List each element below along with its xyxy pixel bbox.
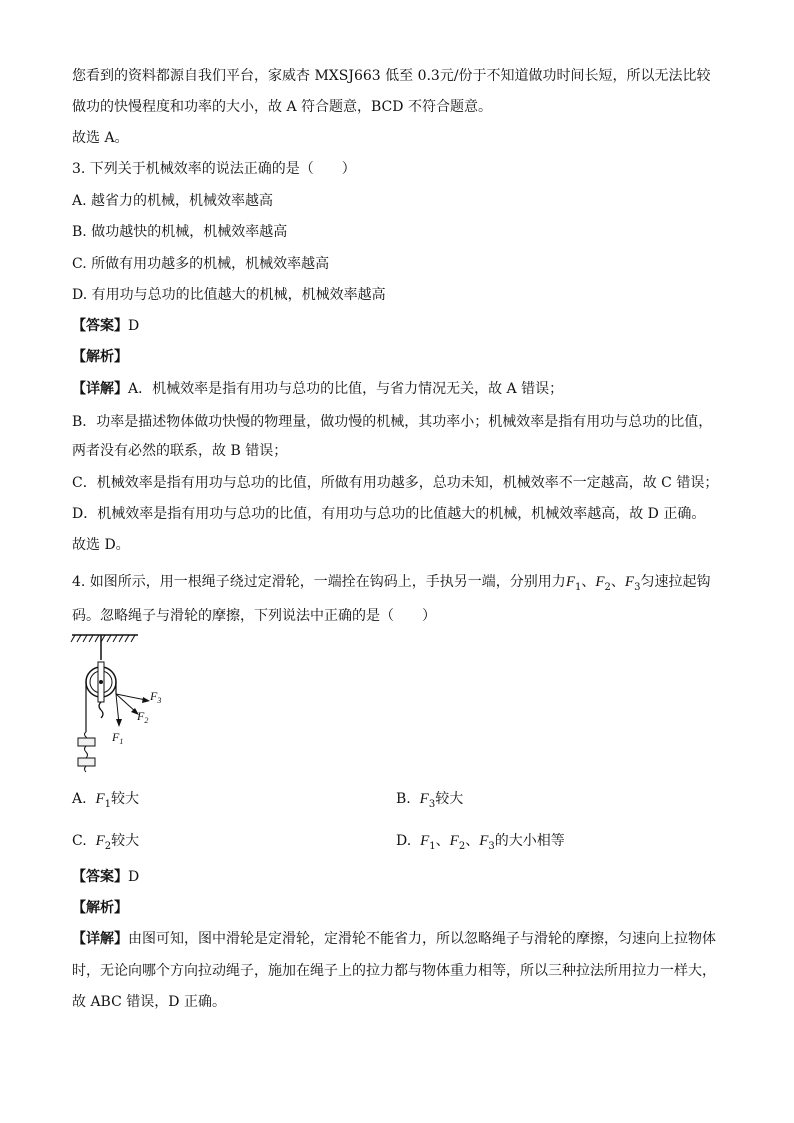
- pulley-diagram: [70, 632, 180, 777]
- detail-tag: 【详解】: [72, 931, 128, 947]
- question-4-option-a: A. $F_1$较大: [72, 791, 140, 810]
- detail-line: 两者没有必然的联系，故 B 错误；: [72, 443, 288, 459]
- label-f1: F: [112, 730, 120, 744]
- answer-line: [72, 316, 139, 336]
- detail-line: 故选 D。: [72, 537, 130, 553]
- question-4-option-b: B. $F_3$较大: [396, 791, 464, 810]
- text-line: 故选 A。: [72, 130, 129, 146]
- answer-line: [72, 867, 139, 887]
- detail-line: 故 ABC 错误，D 正确。: [72, 994, 226, 1010]
- svg-text:F1: $F_1$: [112, 730, 124, 746]
- detail-line: 【详解】A．机械效率是指有用功与总功的比值，与省力情况无关，故 A 错误；: [72, 381, 564, 397]
- detail-line: C．机械效率是指有用功与总功的比值，所做有用功越多，总功未知，机械效率不一定越高，故 C 错误；: [72, 475, 719, 491]
- analysis-tag: 【解析】: [72, 900, 128, 916]
- question-4-option-c: C. $F_2$较大: [72, 833, 140, 852]
- question-3-option-b: B. 做功越快的机械，机械效率越高: [72, 224, 288, 240]
- detail-line: 时，无论向哪个方向拉动绳子，施加在绳子上的拉力都与物体重力相等，所以三种拉法所用拉力一样大，: [72, 963, 716, 979]
- svg-text:F3: $F_3$: [150, 689, 162, 705]
- detail-line: B．功率是描述物体做功快慢的物理量，做功慢的机械，其功率小；机械效率是指有用功与总功的比值，: [72, 414, 713, 430]
- question-3-option-d: D. 有用功与总功的比值越大的机械，机械效率越高: [72, 287, 386, 303]
- detail-line: 【详解】由图可知，图中滑轮是定滑轮，定滑轮不能省力，所以忽略绳子与滑轮的摩擦，匀速向上拉物体: [72, 931, 716, 947]
- svg-text:F2: $F_2$: [137, 709, 149, 725]
- question-3-stem: 3. 下列关于机械效率的说法正确的是（ ）: [72, 161, 356, 177]
- detail-line: D．机械效率是指有用功与总功的比值，有用功与总功的比值越大的机械，机械效率越高，故 D 正确。: [72, 506, 706, 522]
- label-f2: F: [137, 709, 145, 723]
- question-4-option-d: D. $F_1$、$F_2$、$F_3$的大小相等: [396, 833, 565, 852]
- answer-tag: 【答案】: [72, 869, 128, 885]
- question-3-option-c: C. 所做有用功越多的机械，机械效率越高: [72, 256, 330, 272]
- label-f3: F: [150, 689, 158, 703]
- answer-value: D: [128, 869, 140, 885]
- text-line: 做功的快慢程度和功率的大小，故 A 符合题意，BCD 不符合题意。: [72, 99, 492, 115]
- detail-tag: 【详解】: [72, 381, 128, 397]
- answer-value: D: [128, 318, 140, 334]
- question-3-option-a: A. 越省力的机械，机械效率越高: [72, 193, 274, 209]
- question-4-stem-cont: 码。忽略绳子与滑轮的摩擦，下列说法中正确的是（ ）: [72, 608, 436, 624]
- question-4-stem: 4. 如图所示，用一根绳子绕过定滑轮，一端拴在钩码上，手执另一端，分别用力$F_1$、$F_2$、$F_3$匀速拉起钩: [72, 574, 711, 593]
- analysis-tag: 【解析】: [72, 349, 128, 365]
- text-line: 您看到的资料都源自我们平台，家威杏 MXSJ663 低至 0.3元/份于不知道做功时间长短，所以无法比较: [72, 68, 711, 84]
- answer-tag: 【答案】: [72, 318, 128, 334]
